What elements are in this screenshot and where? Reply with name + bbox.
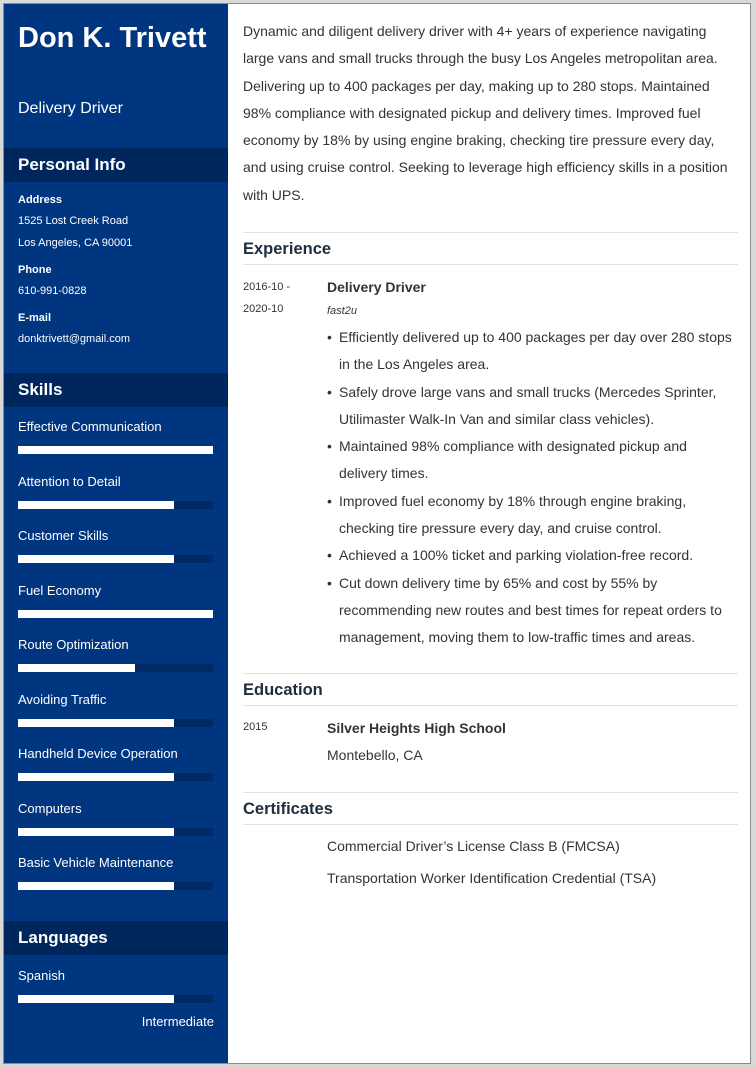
skill-level-fill [18,719,174,727]
skill-item [18,473,213,509]
experience-heading: Experience [243,232,738,265]
certificate-item: Transportation Worker Identification Credential (TSA) [327,870,657,886]
resume-page [3,3,751,1064]
phone-label: Phone [18,264,52,276]
skill-level-fill [18,610,213,618]
experience-company: fast2u [327,305,357,317]
experience-bullet: • Safely drove large vans and small trucks (Mercedes Sprinter, Utilimaster Walk-In Van and similar class vehicles). [327,379,739,434]
language-item [18,967,213,1003]
phone-value: 610-991-0828 [18,285,87,297]
skill-level-fill [18,773,174,781]
skill-level-bar [18,882,213,890]
skill-level-fill [18,555,174,563]
skill-level-fill [18,828,174,836]
certificates-heading: Certificates [243,792,738,825]
profile-summary: Dynamic and diligent delivery driver with 4+ years of experience navigating large vans and small trucks through the busy Los Angeles metropolitan area. Delivering up to 400 packages per day, making up to 280 stops. Maintained 98% compliance with designated pickup and delivery times. Improved fuel economy by 18% by using engine braking, checking tire pressure every day, and using cruise control. Seeking to leverage high efficiency skills in a position with UPS. [243,23,728,203]
skill-level-fill [18,446,213,454]
language-level-bar [18,995,213,1003]
skill-item [18,527,213,563]
skill-name: Fuel Economy [18,583,102,598]
experience-date-start: 2016-10 - [243,281,291,293]
skill-level-bar [18,773,213,781]
skill-name: Avoiding Traffic [18,692,107,707]
skill-name: Computers [18,801,82,816]
candidate-name: Don K. Trivett [18,22,207,54]
education-location: Montebello, CA [327,747,423,763]
experience-bullet: • Cut down delivery time by 65% and cost by 55% by recommending new routes and best times for repeat orders to management, moving them to low-traffic times and areas. [327,570,739,652]
skill-name: Customer Skills [18,528,109,543]
skill-name: Attention to Detail [18,474,121,489]
skill-level-bar [18,446,213,454]
skill-name: Handheld Device Operation [18,746,178,761]
experience-bullet: • Improved fuel economy by 18% through engine braking, checking tire pressure every day, and cruise control. [327,488,739,543]
skill-item [18,582,213,618]
skill-item [18,418,213,454]
experience-bullet: • Maintained 98% compliance with designated pickup and delivery times. [327,433,739,488]
certificate-item: Commercial Driver’s License Class B (FMCSA) [327,838,620,854]
experience-bullets [327,324,739,652]
skill-item [18,854,213,890]
skill-level-bar [18,501,213,509]
skill-level-bar [18,555,213,563]
skill-level-fill [18,664,135,672]
skill-level-bar [18,610,213,618]
candidate-job-title: Delivery Driver [18,100,123,117]
education-date: 2015 [243,721,268,733]
skill-level-bar [18,664,213,672]
skill-level-bar [18,719,213,727]
experience-job-title: Delivery Driver [327,279,426,295]
sidebar [4,4,228,1063]
email-label: E-mail [18,312,52,324]
language-level-fill [18,995,174,1003]
experience-bullet: • Achieved a 100% ticket and parking violation-free record. [327,542,739,569]
education-heading: Education [243,673,738,706]
skill-level-fill [18,501,174,509]
skills-heading: Skills [4,373,228,407]
personal-info-heading: Personal Info [4,148,228,182]
experience-bullet: • Efficiently delivered up to 400 packages per day over 280 stops in the Los Angeles area. [327,324,739,379]
skill-name: Route Optimization [18,637,129,652]
language-level-label: Intermediate [141,1014,214,1029]
skill-level-bar [18,828,213,836]
email-value: donktrivett@gmail.com [18,333,131,345]
experience-date-end: 2020-10 [243,303,284,315]
address-label: Address [18,194,63,206]
skill-level-fill [18,882,174,890]
skill-item [18,745,213,781]
education-school: Silver Heights High School [327,720,506,736]
language-name: Spanish [18,968,65,983]
languages-heading: Languages [4,921,228,955]
skill-item [18,800,213,836]
address-line-1: 1525 Lost Creek Road [18,215,129,227]
skill-name: Basic Vehicle Maintenance [18,855,174,870]
skill-name: Effective Communication [18,419,162,434]
main-content [228,4,751,1063]
address-line-2: Los Angeles, CA 90001 [18,237,133,249]
skill-item [18,691,213,727]
skill-item [18,636,213,672]
